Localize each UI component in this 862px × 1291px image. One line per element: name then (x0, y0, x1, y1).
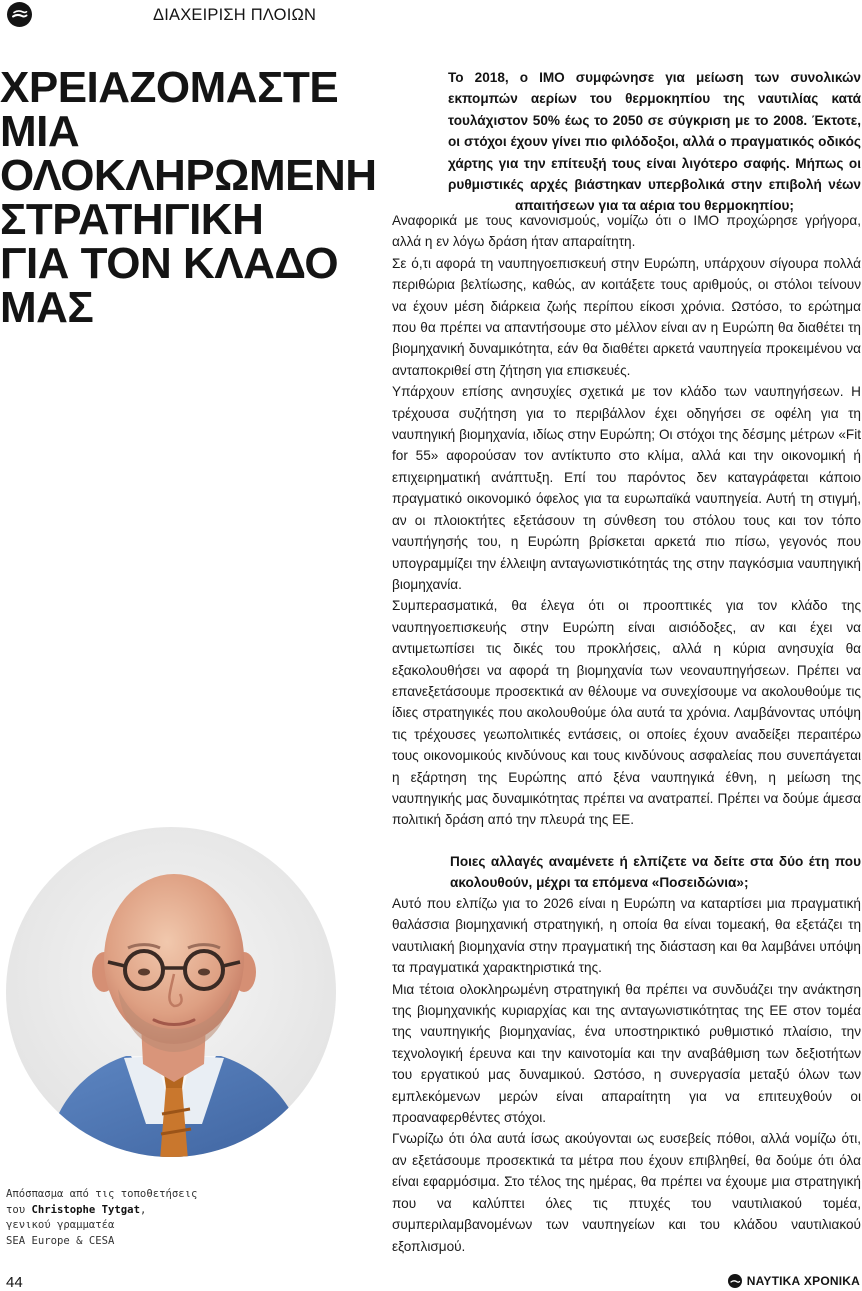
brand-name: ΝΑΥΤΙΚΑ ΧΡΟΝΙΚΑ (746, 1274, 860, 1288)
paragraph: Συμπερασματικά, θα έλεγα ότι οι προοπτικές για τον κλάδο της ναυπηγοεπισκευής στην Ευρώπη είναι αισιόδοξες, αν και έχει να αντιμετωπίσει τις δικές του προκλήσεις, αλλά η κύρια ανησυχία θα εξακολουθήσει να αφορά τη βιομηχανία των νεοναυπηγήσεων. Πρέπει να επανεξετάσουμε προσεκτικά αν θέλουμε να συνεχίσουμε να ακολουθούμε τις ίδιες στρατηγικές που ακολουθούμε όλα αυτά τα χρόνια. Λαμβάνοντας υπόψη τις τρέχουσες γεωπολιτικές εντάσεις, οι οποίες έχουν αναδείξει περαιτέρω τους οικονομικούς κινδύνους και τους κινδύνους ασφαλείας που συνεπάγεται η εξάρτηση της Ευρώπης από ξένα ναυπηγικά έθνη, η μείωση της ναυπηγικής μας δυναμικότητας πρέπει να ανατραπεί. Πρέπει να δούμε άμεσα πολιτική δράση από την πλευρά της ΕΕ. (392, 598, 861, 828)
headline (0, 63, 392, 332)
headline-line: ΜΑΣ (0, 283, 94, 332)
headline-line: ΓΙΑ ΤΟΝ ΚΛΑΔΟ (0, 239, 339, 288)
caption-line-prefix: του (6, 1203, 32, 1216)
caption-line: γενικού γραμματέα (6, 1219, 115, 1232)
brand-logo-icon (728, 1274, 742, 1288)
photo-caption (6, 1187, 246, 1249)
paragraph: Γνωρίζω ότι όλα αυτά ίσως ακούγονται ως ευσεβείς πόθοι, αλλά νομίζω ότι, αν εξετάσουμε προσεκτικά τα μέτρα που έχουν επιβληθεί, θα δούμε ότι όλα είναι εφαρμόσιμα. Στο τέλος της ημέρας, θα πρέπει να έχουμε μια στρατηγική που να καλύπτει όλες τις πτυχές του ναυτιλιακού τομέα, συμπεριλαμβανομένων των ναυπηγείων και του κλάδου ναυτιλιακού εξοπλισμού. (392, 1131, 861, 1254)
caption-line: SEA Europe & CESA (6, 1234, 115, 1247)
question-two: Ποιες αλλαγές αναμένετε ή ελπίζετε να δείτε στα δύο έτη που ακολουθούν, μέχρι τα επόμενα «Ποσειδώνια»; (450, 854, 861, 891)
footer-brand (728, 1274, 860, 1288)
page-number: 44 (6, 1274, 23, 1291)
paragraph: Αναφορικά με τους κανονισμούς, νομίζω ότι ο IMO προχώρησε γρήγορα, αλλά η εν λόγω δράση ήταν απαραίτητη. (392, 213, 861, 250)
caption-line-suffix: , (139, 1203, 147, 1216)
answer-one (392, 210, 861, 831)
paragraph: Σε ό,τι αφορά τη ναυπηγοεπισκευή στην Ευρώπη, υπάρχουν σίγουρα πολλά περιθώρια βελτίωσης, καθώς, αν κοιτάξετε τους αριθμούς, οι στόλοι τείνουν να έχουν μέση διάρκεια ζωής περίπου είκοσι χρόνια. Ωστόσο, το ερώτημα που θα πρέπει να απαντήσουμε στο μέλλον είναι αν η Ευρώπη θα διαθέτει τη βιομηχανική δυναμικότητα, εάν θα διαθέτει αρκετά ναυπηγεία προκειμένου να ανταποκριθεί στη ζήτηση για επισκευές. (392, 255, 861, 378)
headline-line: ΟΛΟΚΛΗΡΩΜΕΝΗ (0, 151, 377, 200)
lead-question: Το 2018, ο IMO συμφώνησε για μείωση των συνολικών εκπομπών αερίων του θερμοκηπίου της ναυτιλίας κατά τουλάχιστον 50% έως το 2050 σε σύγκριση με το 2008. Έκτοτε, οι στόχοι έχουν γίνει πιο φιλόδοξοι, αλλά ο πραγματικός οδικός χάρτης για την επίτευξή τους είναι λιγότερο σαφής. Μήπως οι ρυθμιστικές αρχές βιάστηκαν υπερβολικά στην επιβολή νέων απαιτήσεων για τα αέρια του θερμοκηπίου; (448, 70, 861, 214)
section-title: ΔΙΑΧΕΙΡΙΣΗ ΠΛΟΙΩΝ (153, 6, 317, 24)
portrait-photo (6, 824, 336, 1160)
wave-logo-icon (7, 2, 32, 27)
answer-two (392, 893, 861, 1257)
caption-person-name: Christophe Tytgat (31, 1203, 140, 1216)
headline-line: ΜΙΑ (0, 107, 80, 156)
paragraph: Αυτό που ελπίζω για το 2026 είναι η Ευρώπη να καταρτίσει μια πραγματική θαλάσσια βιομηχανική στρατηγική, η οποία θα είναι τομεακή, θα εξετάζει τη ναυτιλιακή βιομηχανία στην πραγματική της διάσταση και θα λαμβάνει υπόψη τα πραγματικά χαρακτηριστικά της. (392, 896, 861, 976)
caption-line: Απόσπασμα από τις τοποθετήσεις (6, 1188, 198, 1200)
headline-line: ΧΡΕΙΑΖΟΜΑΣΤΕ (0, 63, 339, 112)
headline-line: ΣΤΡΑΤΗΓΙΚΗ (0, 195, 264, 244)
paragraph: Υπάρχουν επίσης ανησυχίες σχετικά με τον κλάδο των ναυπηγήσεων. Η τρέχουσα συζήτηση για το περιβάλλον έχει οδηγήσει σε οφέλη για τη ναυπηγική βιομηχανία, ιδίως στην Ευρώπη; Οι στόχοι της δέσμης μέτρων «Fit for 55» αφορούσαν τον αντίκτυπο στο κλίμα, αλλά και την οικονομική ή επιχειρηματική ανάπτυξη. Επί του παρόντος δεν καταγράφεται κάποιο πραγματικό οικονομικό όφελος για τα ευρωπαϊκά ναυπηγεία. Αυτή τη στιγμή, αν οι πλοιοκτήτες εξετάσουν τη σύνθεση του στόλου τους και τον τόπο ναυπήγησής του, η Ευρώπη βρίσκεται αρκετά πιο πίσω, γεγονός που υπογραμμίζει την έλλειψη ανταγωνιστικότητάς της στην παγκόσμια ναυπηγική βιομηχανία. (392, 384, 861, 592)
paragraph: Μια τέτοια ολοκληρωμένη στρατηγική θα πρέπει να συνδυάζει την ανάκτηση της βιομηχανικής κυριαρχίας και της ανταγωνιστικότητας της ΕΕ στον τομέα της ναυπηγικής βιομηχανίας, ένα υποστηρικτικό ρυθμιστικό πλαίσιο, την τεχνολογική έρευνα και την καινοτομία και την αναβάθμιση των δεξιοτήτων του εργατικού μας δυναμικού. Ωστόσο, η συνεργασία μεταξύ όλων των εμπλεκόμενων μερών είναι απαραίτητη για να επιτευχθούν οι προαναφερθέντες στόχοι. (392, 981, 861, 1126)
